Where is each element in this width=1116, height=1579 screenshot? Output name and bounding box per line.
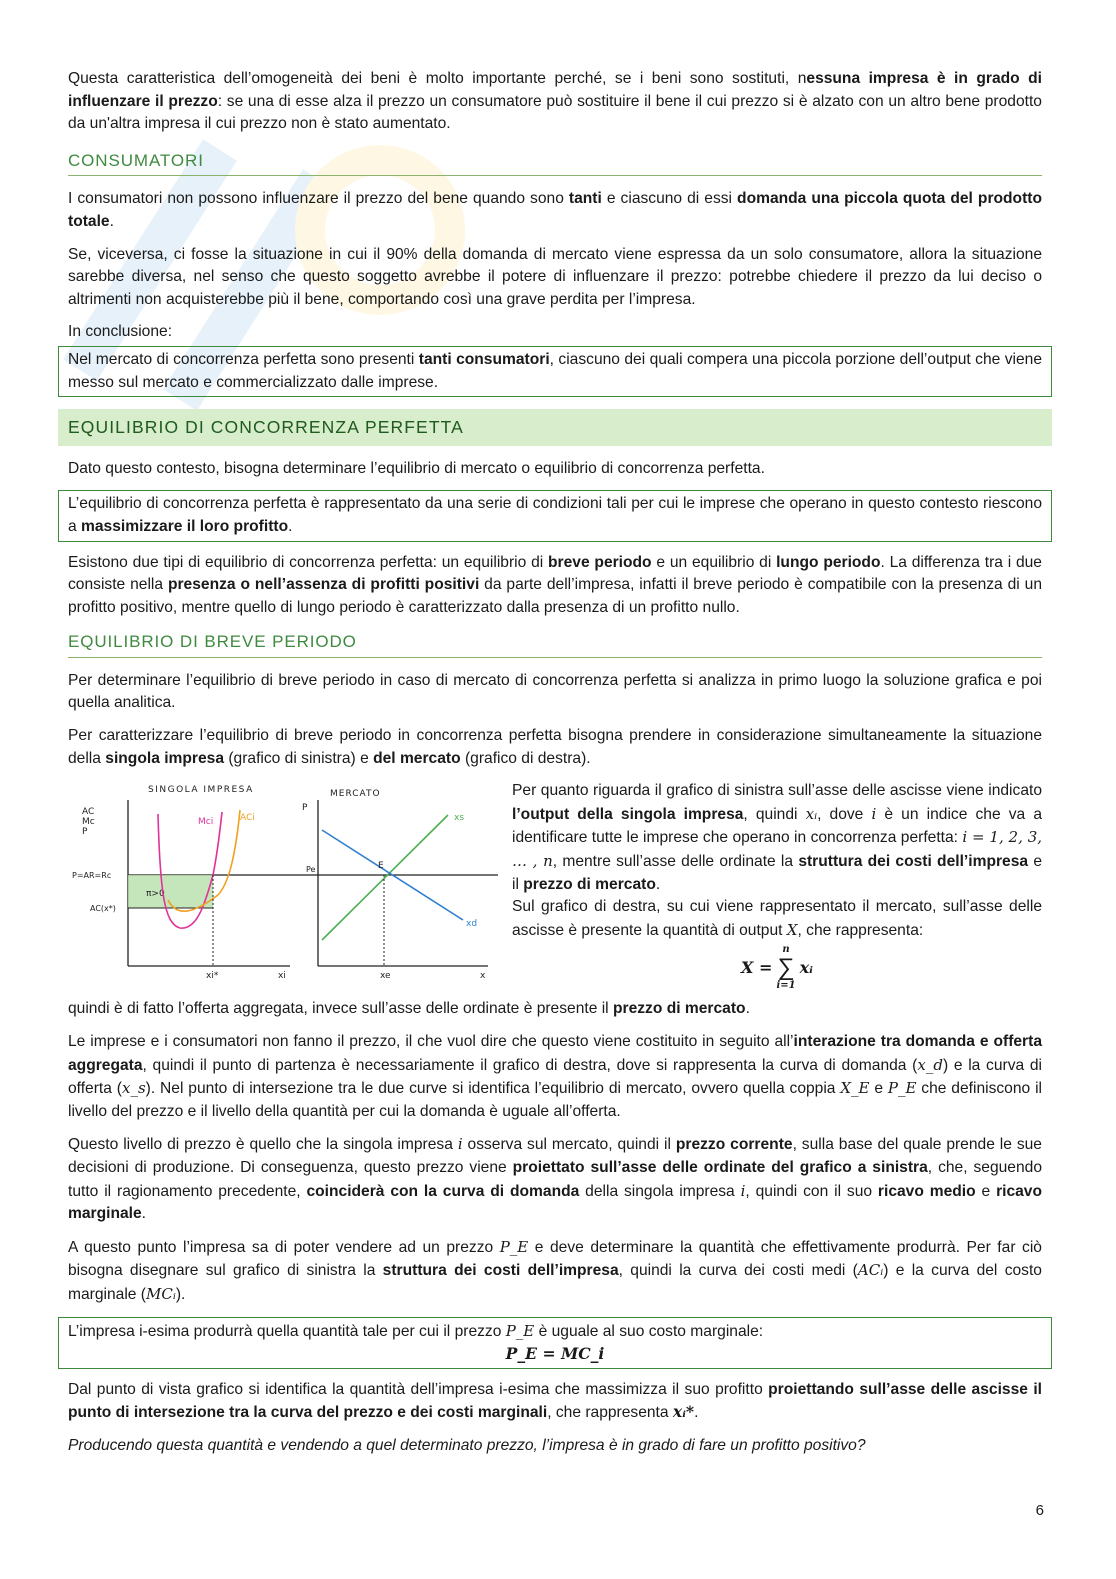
svg-text:Mc: Mc	[82, 817, 95, 828]
paragraph: Dal punto di vista grafico si identifica la quantità dell’impresa i-esima che massimizza il suo profitto proiettando sull’asse delle ascisse il punto di intersezione tra la curva del prezzo e dei costi marginali, che rappresenta xᵢ*.	[68, 1380, 1042, 1422]
paragraph: Questo livello di prezzo è quello che la singola impresa i osserva sul mercato, quindi il prezzo corrente, sulla base del quale prende le sue decisioni di produzione. Di conseguenza, questo prezzo viene proiettato sull’asse delle ordinate del grafico a sinistra, che, seguendo tutto il ragionamento precedente, coinciderà con la curva di domanda della singola impresa i, quindi con il suo ricavo medio e ricavo marginale.	[68, 1135, 1043, 1223]
svg-text:x: x	[480, 971, 486, 981]
paragraph: In conclusione:	[68, 323, 173, 341]
paragraph: Se, viceversa, ci fosse la situazione in cui il 90% della domanda di mercato viene espressa da un solo consumatore, allora la situazione sarebbe diversa, nel senso che questo soggetto avrebbe il potere di influenzare il prezzo: potrebbe chiedere il prezzo da lui deciso o altrimenti non acquisterebbe più il bene, comportando così una grave perdita per l’impresa.	[68, 245, 1042, 308]
paragraph: I consumatori non possono influenzare il prezzo del bene quando sono tanti e ciascuno di essi domanda una piccola quota del prodotto totale.	[68, 190, 1042, 230]
right-graph-title: MERCATO	[330, 789, 381, 800]
svg-text:Mci: Mci	[198, 817, 214, 828]
paragraph: Per caratterizzare l’equilibrio di breve periodo in concorrenza perfetta bisogna prendere in considerazione simultaneamente la situazione della singola impresa (grafico di sinistra) e del mercato (grafico di destra).	[68, 727, 1042, 767]
figure-description: Per quanto riguarda il grafico di sinistra sull’asse delle ascisse viene indicato l’output della singola impresa, quindi xᵢ, dove i è un indice che va a identificare tutte le imprese che operano in concorrenza perfetta: i = 1, 2, 3, … , n, mentre sull’asse delle ordinate la struttura dei costi dell’impresa e il prezzo di mercato. Sul grafico di destra, su cui viene rappresentato il mercato, sull’asse delle ascisse è presente la quantità di output X, che rappresenta: X = n ∑ i=1 xᵢ	[512, 782, 1043, 992]
svg-text:xi: xi	[278, 971, 286, 981]
section-heading-breve-periodo: EQUILIBRIO DI BREVE PERIODO	[68, 629, 1042, 658]
definition-box: L’equilibrio di concorrenza perfetta è rappresentato da una serie di condizioni tali per cui le imprese che operano in questo contesto riescono a massimizzare il loro profitto.	[58, 490, 1052, 541]
svg-text:xi*: xi*	[206, 971, 219, 981]
svg-text:π>0: π>0	[146, 889, 165, 900]
paragraph: Le imprese e i consumatori non fanno il prezzo, il che vuol dire che questo viene costituito in seguito all’interazione tra domanda e offerta aggregata, quindi il punto di partenza è necessariamente il grafico di destra, dove si rappresenta la curva di domanda (x_d) e la curva di offerta (x_s). Nel punto di intersezione tra le due curve si identifica l’equilibrio di mercato, ovvero quella coppia X_E e P_E che definiscono il livello del prezzo e il livello della quantità per cui la domanda è uguale all’offerta.	[68, 1033, 1042, 1120]
paragraph: Questa caratteristica dell’omogeneità dei beni è molto importante perché, se i beni sono sostituti, nessuna impresa è in grado di influenzare il prezzo: se una di esse alza il prezzo un consumatore può sostituire il bene il cui prezzo si è alzato con un altro bene prodotto da un'altra impresa il cui prezzo non è stato aumentato.	[68, 70, 1043, 133]
equation: P_E = MC_i	[505, 1344, 605, 1364]
svg-text:xe: xe	[380, 971, 391, 981]
paragraph: A questo punto l’impresa sa di poter vendere ad un prezzo P_E e deve determinare la quantità che effettivamente produrrà. Per far ciò bisogna disegnare sul grafico di sinistra la struttura dei costi dell’impresa, quindi la curva dei costi medi (ACᵢ) e la curva del costo marginale (MCᵢ).	[68, 1237, 1042, 1303]
svg-text:xd: xd	[466, 919, 478, 930]
paragraph: Per determinare l’equilibrio di breve periodo in caso di mercato di concorrenza perfetta si analizza in primo luogo la soluzione grafica e poi quella analitica.	[68, 671, 1042, 712]
chapter-heading-equilibrio: EQUILIBRIO DI CONCORRENZA PERFETTA	[58, 409, 1052, 446]
hand-drawn-graphs	[68, 780, 498, 980]
section-heading-consumatori: CONSUMATORI	[68, 148, 1042, 177]
svg-text:P: P	[302, 803, 308, 814]
svg-text:xs: xs	[454, 813, 465, 824]
price-label: P=AR=Rc	[72, 871, 112, 881]
svg-text:ACi: ACi	[240, 813, 255, 824]
svg-text:P: P	[82, 827, 88, 838]
svg-text:Pe: Pe	[306, 865, 316, 875]
paragraph: quindi è di fatto l’offerta aggregata, invece sull’asse delle ordinate è presente il prezzo di mercato.	[68, 1000, 750, 1018]
document-page	[68, 68, 1042, 1468]
acx-label: AC(x*)	[90, 904, 116, 914]
closing-question: Producendo questa quantità e vendendo a quel determinato prezzo, l’impresa è in grado di fare un profitto positivo?	[68, 1436, 866, 1454]
left-graph-title: SINGOLA IMPRESA	[148, 785, 254, 796]
supply-curve	[322, 815, 448, 940]
svg-text:AC: AC	[82, 807, 95, 818]
sum-equation: X = n ∑ i=1 xᵢ	[741, 944, 813, 992]
svg-text:E: E	[378, 861, 384, 872]
page-number: 6	[1035, 1502, 1044, 1519]
paragraph: Dato questo contesto, bisogna determinare l’equilibrio di mercato o equilibrio di concorrenza perfetta.	[68, 459, 765, 477]
definition-box: Nel mercato di concorrenza perfetta sono presenti tanti consumatori, ciascuno dei quali compera una piccola porzione dell’output che viene messo sul mercato e commercializzato dalle imprese.	[58, 346, 1052, 397]
definition-box: L’impresa i-esima produrrà quella quantità tale per cui il prezzo P_E è uguale al suo costo marginale: P_E = MC_i	[58, 1317, 1052, 1369]
figure-row	[68, 780, 1042, 992]
paragraph: Esistono due tipi di equilibrio di concorrenza perfetta: un equilibrio di breve periodo e un equilibrio di lungo periodo. La differenza tra i due consiste nella presenza o nell’assenza di profitti positivi da parte dell’impresa, infatti il breve periodo è compatibile con la presenza di un profitto positivo, mentre quello di lungo periodo è caratterizzato dalla presenza di un profitto nullo.	[68, 553, 1042, 616]
